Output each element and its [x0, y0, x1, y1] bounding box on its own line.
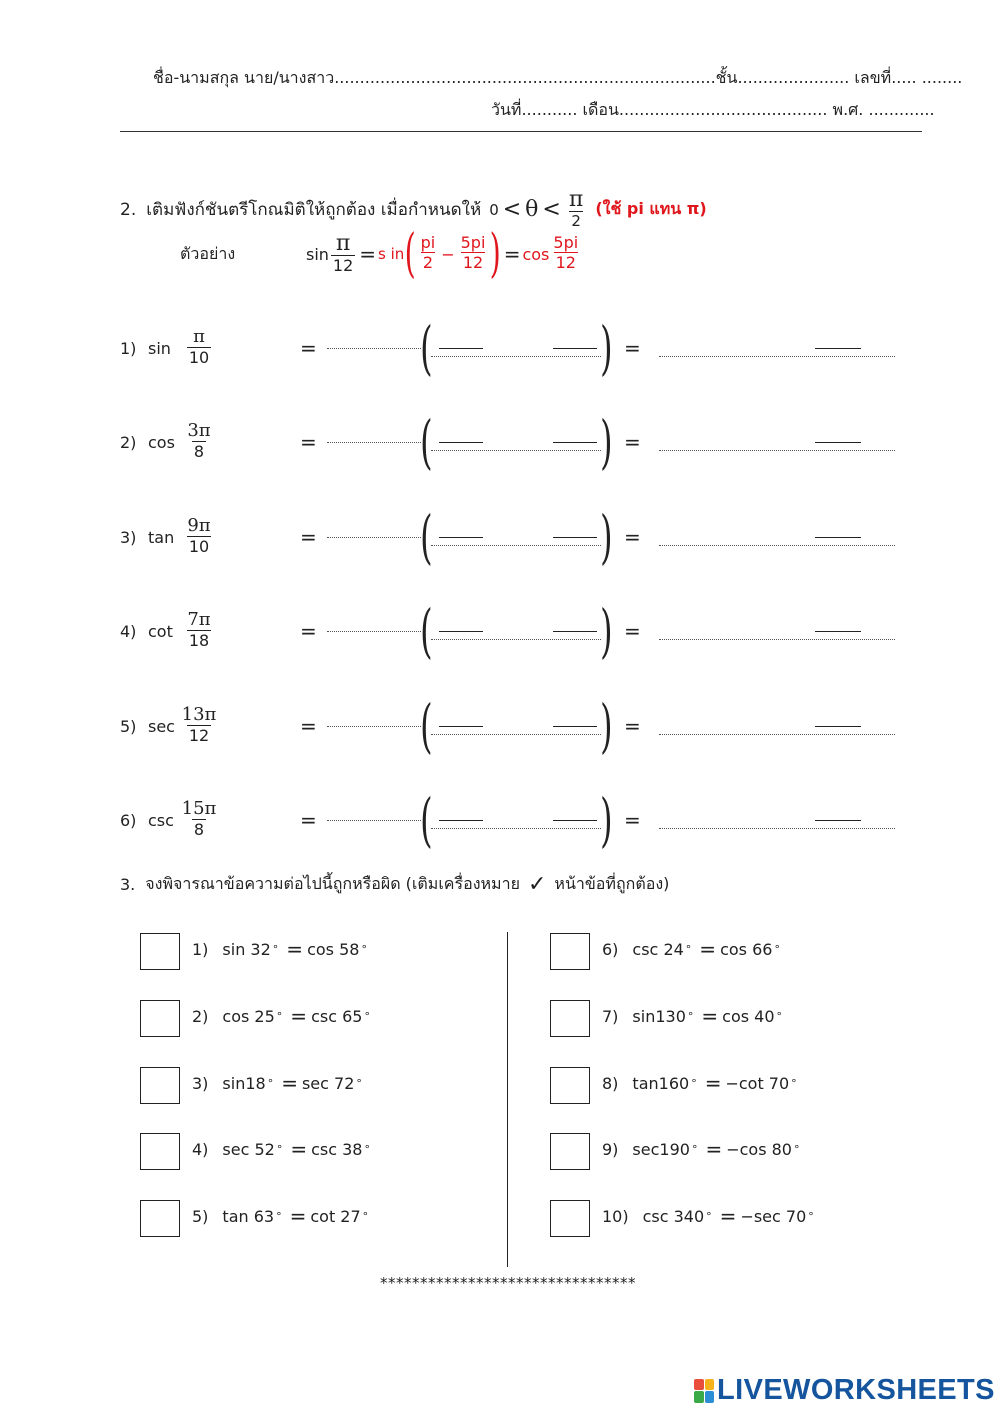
statement-number: 6)	[602, 939, 619, 959]
example-mid-a-num: pi	[420, 232, 436, 252]
condition-fraction-num: π	[568, 187, 584, 212]
statement-rhs: csc 38	[311, 1139, 363, 1159]
item-equals-1: =	[300, 430, 317, 454]
degree-symbol: °	[691, 1142, 698, 1156]
item-equals-2: =	[624, 619, 641, 643]
item-close-paren: )	[600, 692, 613, 760]
answer-checkbox[interactable]	[140, 933, 180, 970]
item-number: 5)	[120, 716, 137, 736]
item-angle-fraction	[180, 797, 218, 841]
true-false-statement	[192, 1004, 370, 1028]
degree-symbol: °	[276, 1142, 283, 1156]
item-close-paren: )	[600, 786, 613, 854]
answer-final-dots[interactable]	[659, 828, 895, 829]
answer-checkbox[interactable]	[550, 1133, 590, 1170]
answer-checkbox[interactable]	[140, 1067, 180, 1104]
answer-checkbox[interactable]	[550, 1200, 590, 1237]
example-label: ตัวอย่าง	[180, 243, 236, 263]
degree-symbol: °	[364, 1009, 370, 1023]
answer-checkbox[interactable]	[550, 1000, 590, 1037]
item-number: 1)	[120, 338, 137, 358]
item-angle-num: π	[193, 325, 205, 347]
statement-rhs: cos 58	[307, 939, 360, 959]
answer-angle-a-blank[interactable]	[439, 631, 483, 632]
statement-number: 7)	[602, 1006, 619, 1026]
example-lhs-fn: sin	[306, 244, 329, 264]
degree-symbol: °	[276, 1009, 283, 1023]
statement-rhs: cos 40	[722, 1006, 775, 1026]
fill-item-row	[120, 692, 895, 760]
statement-number: 10)	[602, 1206, 629, 1226]
answer-angle-a-blank[interactable]	[439, 537, 483, 538]
example-rhs-den: 12	[555, 252, 576, 272]
answer-final-dots[interactable]	[659, 356, 895, 357]
answer-angle-dots	[431, 639, 601, 640]
statement-equals: =	[719, 1204, 737, 1228]
answer-function-blank[interactable]	[327, 348, 421, 349]
example-rhs-fn: cos	[522, 244, 550, 264]
condition-lt-2: <	[542, 197, 561, 223]
degree-symbol: °	[776, 1009, 783, 1023]
answer-angle-dots	[431, 545, 601, 546]
answer-angle-b-blank[interactable]	[553, 348, 597, 349]
item-equals-1: =	[300, 336, 317, 360]
statement-lhs: sec 52	[222, 1139, 275, 1159]
item-angle-num: 7π	[187, 608, 211, 630]
statement-equals: =	[699, 937, 717, 961]
item-angle-den: 10	[188, 536, 210, 556]
true-false-statement	[192, 1204, 368, 1228]
statement-equals: =	[281, 1071, 298, 1095]
degree-symbol: °	[687, 1009, 694, 1023]
item-equals-1: =	[300, 525, 317, 549]
true-false-statement	[602, 1071, 797, 1095]
statement-rhs: cos 66	[720, 939, 773, 959]
item-angle-num: 13π	[181, 703, 217, 725]
statement-number: 8)	[602, 1073, 619, 1093]
answer-angle-b-blank[interactable]	[553, 631, 597, 632]
example-rhs-num: 5pi	[553, 232, 579, 252]
degree-symbol: °	[774, 942, 780, 956]
answer-angle-a-blank[interactable]	[439, 348, 483, 349]
answer-checkbox[interactable]	[140, 1133, 180, 1170]
example-rhs-fraction	[551, 232, 580, 274]
statement-equals: =	[290, 1004, 308, 1028]
item-number: 4)	[120, 621, 137, 641]
condition-fraction-den: 2	[571, 212, 581, 231]
degree-symbol: °	[356, 1076, 362, 1090]
statement-lhs: sec190	[632, 1139, 690, 1159]
liveworksheets-logo-icon	[694, 1379, 714, 1403]
item-angle-num: 15π	[181, 797, 217, 819]
answer-angle-b-blank[interactable]	[553, 537, 597, 538]
statement-equals: =	[290, 1137, 308, 1161]
statement-number: 2)	[192, 1006, 209, 1026]
student-info-line: ชื่อ-นามสกุล นาย/นางสาว...........................................................................ชั้น...................... เลขที่..... ........	[153, 68, 963, 87]
item-angle-num: 3π	[187, 419, 211, 441]
answer-angle-b-blank[interactable]	[553, 442, 597, 443]
statement-rhs: sec 72	[301, 1073, 355, 1093]
statement-equals: =	[286, 937, 304, 961]
statement-equals: =	[289, 1204, 307, 1228]
item-number: 6)	[120, 810, 137, 830]
answer-angle-b-blank[interactable]	[553, 726, 597, 727]
item-function: sin	[148, 338, 171, 358]
example-lhs-num: π	[335, 230, 351, 256]
example-open-paren: (	[404, 224, 417, 284]
item-function: sec	[148, 716, 175, 736]
statement-rhs: −cot 70	[725, 1073, 790, 1093]
item-equals-1: =	[300, 619, 317, 643]
item-equals-2: =	[624, 336, 641, 360]
end-stars: ********************************	[380, 1274, 636, 1292]
item-equals-2: =	[624, 525, 641, 549]
fill-item-row	[120, 503, 895, 571]
degree-symbol: °	[361, 942, 367, 956]
item-angle-fraction	[180, 514, 218, 558]
statement-rhs: cot 27	[310, 1206, 361, 1226]
condition-theta: θ	[525, 197, 539, 223]
section3-title	[120, 872, 669, 897]
item-function: tan	[148, 527, 175, 547]
answer-function-blank[interactable]	[327, 820, 421, 821]
degree-symbol: °	[706, 1209, 712, 1223]
answer-angle-dots	[431, 828, 601, 829]
degree-symbol: °	[364, 1142, 370, 1156]
true-false-statement	[602, 1204, 814, 1228]
statement-lhs: sin 32	[222, 939, 271, 959]
statement-equals: =	[705, 1137, 723, 1161]
item-close-paren: )	[600, 597, 613, 665]
section3-number: 3.	[120, 875, 136, 894]
degree-symbol: °	[791, 1076, 797, 1090]
fill-item-row	[120, 786, 895, 854]
statement-rhs: −sec 70	[740, 1206, 807, 1226]
section3-instruction-before: จงพิจารณาข้อความต่อไปนี้ถูกหรือผิด (เติมเครื่องหมาย	[145, 874, 520, 893]
pi-note: (ใช้ pi แทน π)	[595, 199, 707, 219]
item-equals-2: =	[624, 430, 641, 454]
item-open-paren: (	[419, 408, 433, 476]
statement-rhs: csc 65	[311, 1006, 363, 1026]
item-equals-2: =	[624, 714, 641, 738]
item-open-paren: (	[419, 314, 433, 382]
header-divider	[120, 131, 922, 132]
example-eq-1: =	[359, 242, 377, 266]
answer-final-blank[interactable]	[815, 348, 861, 349]
degree-symbol: °	[362, 1209, 369, 1223]
answer-final-dots[interactable]	[659, 450, 895, 451]
answer-angle-b-blank[interactable]	[553, 820, 597, 821]
true-false-statement	[602, 1137, 799, 1161]
item-angle-fraction	[180, 325, 218, 369]
item-open-paren: (	[419, 692, 433, 760]
section3-instruction-after: หน้าข้อที่ถูกต้อง)	[554, 874, 670, 893]
fill-item-row	[120, 314, 895, 382]
answer-angle-dots	[431, 450, 601, 451]
fill-item-row	[120, 408, 895, 476]
answer-angle-dots	[431, 734, 601, 735]
statement-rhs: −cos 80	[726, 1139, 792, 1159]
condition-fraction	[567, 188, 585, 232]
item-angle-num: 9π	[187, 514, 211, 536]
example-mid-fn: s in	[378, 245, 405, 263]
example-lhs-fraction	[331, 232, 355, 277]
degree-symbol: °	[691, 1076, 697, 1090]
example-lhs-den: 12	[332, 255, 354, 275]
answer-function-blank[interactable]	[327, 631, 421, 632]
item-function: cos	[148, 432, 175, 452]
item-function: csc	[148, 810, 174, 830]
degree-symbol: °	[793, 1142, 800, 1156]
section2-number: 2.	[120, 199, 137, 220]
answer-final-dots[interactable]	[659, 639, 895, 640]
condition-lt-1: <	[502, 197, 522, 223]
statement-number: 9)	[602, 1139, 619, 1159]
example-minus: −	[441, 244, 455, 264]
statement-lhs: tan160	[632, 1073, 690, 1093]
statement-lhs: csc 340	[642, 1206, 705, 1226]
item-angle-den: 10	[188, 347, 210, 367]
answer-function-blank[interactable]	[327, 726, 421, 727]
example-row	[180, 224, 582, 284]
degree-symbol: °	[272, 942, 279, 956]
answer-checkbox[interactable]	[140, 1000, 180, 1037]
answer-final-blank[interactable]	[815, 537, 861, 538]
item-angle-den: 8	[193, 441, 205, 461]
statement-lhs: csc 24	[632, 939, 684, 959]
section2-instruction: เติมฟังก์ชันตรีโกณมิติให้ถูกต้อง เมื่อกำหนดให้	[146, 200, 482, 221]
example-mid-b-den: 12	[462, 252, 484, 272]
example-mid-b-num: 5pi	[460, 232, 486, 252]
degree-symbol: °	[267, 1076, 274, 1090]
answer-final-dots[interactable]	[659, 545, 895, 546]
answer-angle-a-blank[interactable]	[439, 442, 483, 443]
item-open-paren: (	[419, 597, 433, 665]
statement-number: 4)	[192, 1139, 209, 1159]
example-close-paren: )	[489, 224, 502, 284]
item-close-paren: )	[600, 314, 613, 382]
item-close-paren: )	[600, 408, 613, 476]
answer-function-blank[interactable]	[327, 442, 421, 443]
example-rhs	[522, 232, 582, 274]
answer-angle-dots	[431, 356, 601, 357]
statement-equals: =	[701, 1004, 719, 1028]
degree-symbol: °	[685, 942, 692, 956]
answer-final-blank[interactable]	[815, 820, 861, 821]
item-angle-den: 12	[188, 725, 210, 745]
statement-number: 5)	[192, 1206, 209, 1226]
statement-lhs: cos 25	[222, 1006, 275, 1026]
answer-checkbox[interactable]	[550, 933, 590, 970]
true-false-statement	[192, 1071, 362, 1095]
item-angle-fraction	[180, 608, 218, 652]
answer-final-blank[interactable]	[815, 442, 861, 443]
statement-lhs: sin18	[222, 1073, 266, 1093]
example-mid-a-fraction	[419, 232, 438, 274]
true-false-statement	[602, 937, 780, 961]
liveworksheets-wordmark: LIVEWORKSHEETS	[717, 1374, 995, 1406]
item-angle-den: 18	[188, 630, 210, 650]
item-number: 2)	[120, 432, 137, 452]
checkmark-icon: ✓	[527, 872, 547, 897]
item-close-paren: )	[600, 503, 613, 571]
answer-final-dots[interactable]	[659, 734, 895, 735]
answer-angle-a-blank[interactable]	[439, 726, 483, 727]
answer-final-blank[interactable]	[815, 631, 861, 632]
item-equals-2: =	[624, 808, 641, 832]
item-number: 3)	[120, 527, 137, 547]
fill-item-row	[120, 597, 895, 665]
liveworksheets-logo	[694, 1374, 995, 1407]
true-false-statement	[192, 1137, 370, 1161]
statement-lhs: sin130	[632, 1006, 686, 1026]
example-middle	[378, 224, 502, 284]
item-angle-fraction	[180, 703, 218, 747]
answer-checkbox[interactable]	[550, 1067, 590, 1104]
item-function: cot	[148, 621, 173, 641]
column-divider	[507, 932, 508, 1267]
statement-lhs: tan 63	[222, 1206, 275, 1226]
degree-symbol: °	[276, 1209, 282, 1223]
answer-function-blank[interactable]	[327, 537, 421, 538]
true-false-statement	[602, 1004, 782, 1028]
degree-symbol: °	[808, 1209, 814, 1223]
date-line: วันที่........... เดือน......................................... พ.ศ. .............	[491, 100, 935, 119]
answer-final-blank[interactable]	[815, 726, 861, 727]
example-mid-a-den: 2	[422, 252, 433, 272]
example-mid-b-fraction	[459, 232, 488, 274]
example-eq-2: =	[503, 242, 521, 266]
item-open-paren: (	[419, 786, 433, 854]
answer-checkbox[interactable]	[140, 1200, 180, 1237]
answer-angle-a-blank[interactable]	[439, 820, 483, 821]
true-false-statement	[192, 937, 367, 961]
condition-zero: 0	[489, 200, 499, 219]
item-angle-den: 8	[193, 819, 205, 839]
item-open-paren: (	[419, 503, 433, 571]
statement-number: 1)	[192, 939, 209, 959]
statement-number: 3)	[192, 1073, 209, 1093]
statement-equals: =	[704, 1071, 722, 1095]
item-angle-fraction	[180, 419, 218, 463]
item-equals-1: =	[300, 808, 317, 832]
item-equals-1: =	[300, 714, 317, 738]
